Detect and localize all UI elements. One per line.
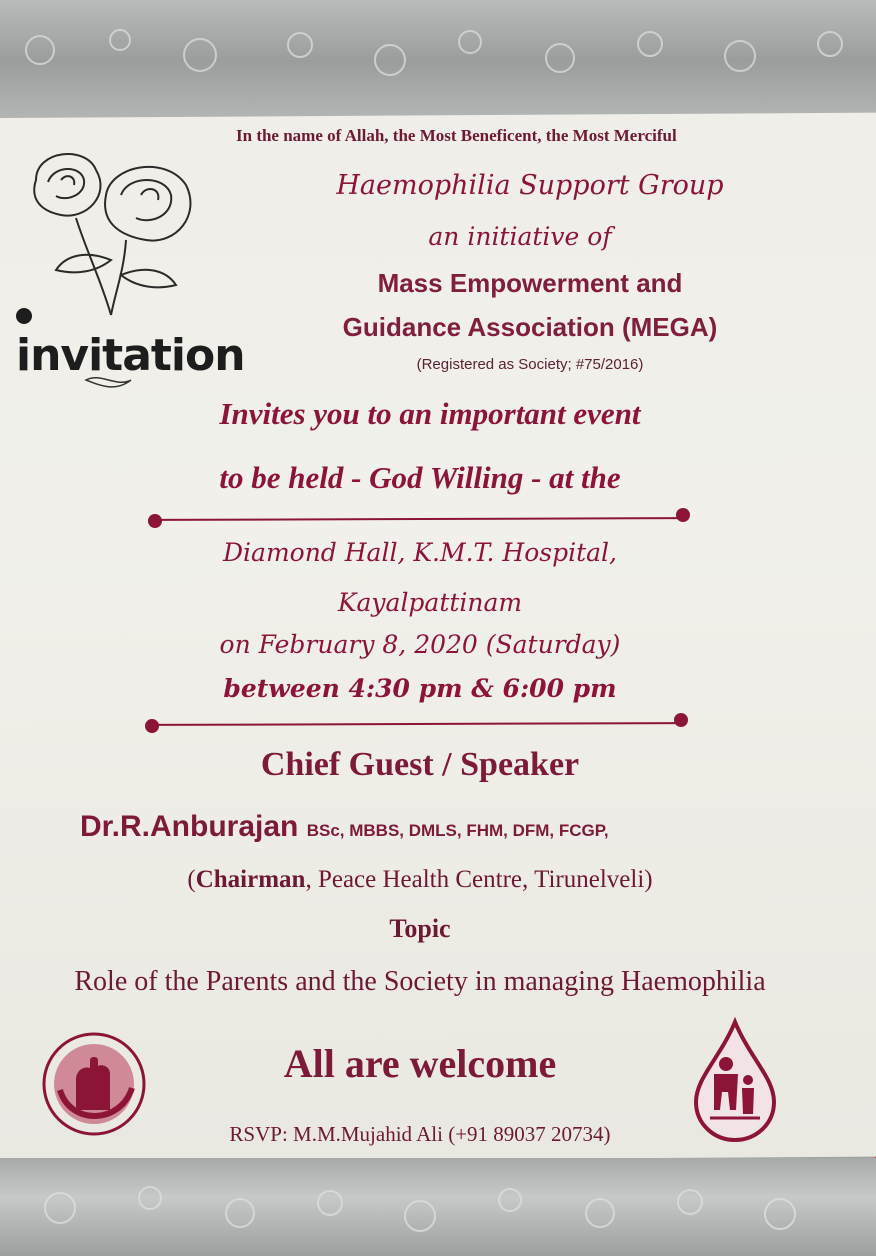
rose-icon: [16, 140, 245, 395]
affiliation-role: Chairman: [195, 866, 306, 893]
divider-top-dot-right: [676, 508, 690, 522]
chief-guest-degrees: BSc, MBBS, DMLS, FHM, DFM, FCGP,: [306, 821, 609, 840]
chief-guest-heading: Chief Guest / Speaker: [260, 746, 580, 783]
organization-line-2: Guidance Association (MEGA): [342, 312, 718, 342]
topic-title: Role of the Parents and the Society in managing Haemophilia: [74, 966, 766, 997]
topic-heading: Topic: [389, 914, 451, 943]
bismillah-line: In the name of Allah, the Most Beneficent, the Most Merciful: [236, 126, 677, 145]
invitation-logo: [16, 140, 245, 400]
silver-border-top: [0, 0, 876, 122]
initiative-line: an initiative of: [428, 222, 612, 251]
chief-guest-name: Dr.R.Anburajan: [80, 810, 299, 843]
rsvp-contact: RSVP: M.M.Mujahid Ali (+91 89037 20734): [229, 1122, 611, 1146]
registration-note: (Registered as Society; #75/2016): [416, 356, 644, 373]
divider-top-dot-left: [148, 514, 162, 528]
affiliation-open-paren: (: [187, 866, 196, 893]
chief-guest-name-line: [80, 810, 780, 844]
invite-line-1: Invites you to an important event: [219, 396, 641, 431]
logo-wordmark: invitation: [16, 330, 245, 381]
event-time: between 4:30 pm & 6:00 pm: [223, 674, 617, 703]
chief-guest-affiliation: [120, 866, 720, 894]
venue-line-1: Diamond Hall, K.M.T. Hospital,: [223, 538, 617, 567]
venue-line-2: Kayalpattinam: [337, 588, 523, 617]
fist-seal-icon: [40, 1030, 148, 1143]
divider-bottom-dot-left: [145, 719, 159, 733]
silver-border-bottom: [0, 1158, 876, 1256]
group-name: Haemophilia Support Group: [336, 170, 724, 201]
divider-bottom-dot-right: [674, 713, 688, 727]
event-date: on February 8, 2020 (Saturday): [219, 630, 621, 659]
affiliation-place: , Peace Health Centre, Tirunelveli): [305, 866, 653, 893]
organization-line-1: Mass Empowerment and: [377, 268, 683, 298]
blood-drop-seal-icon: [690, 1018, 780, 1149]
welcome-message: All are welcome: [283, 1041, 557, 1086]
invite-line-2: to be held - God Willing - at the: [219, 460, 621, 495]
